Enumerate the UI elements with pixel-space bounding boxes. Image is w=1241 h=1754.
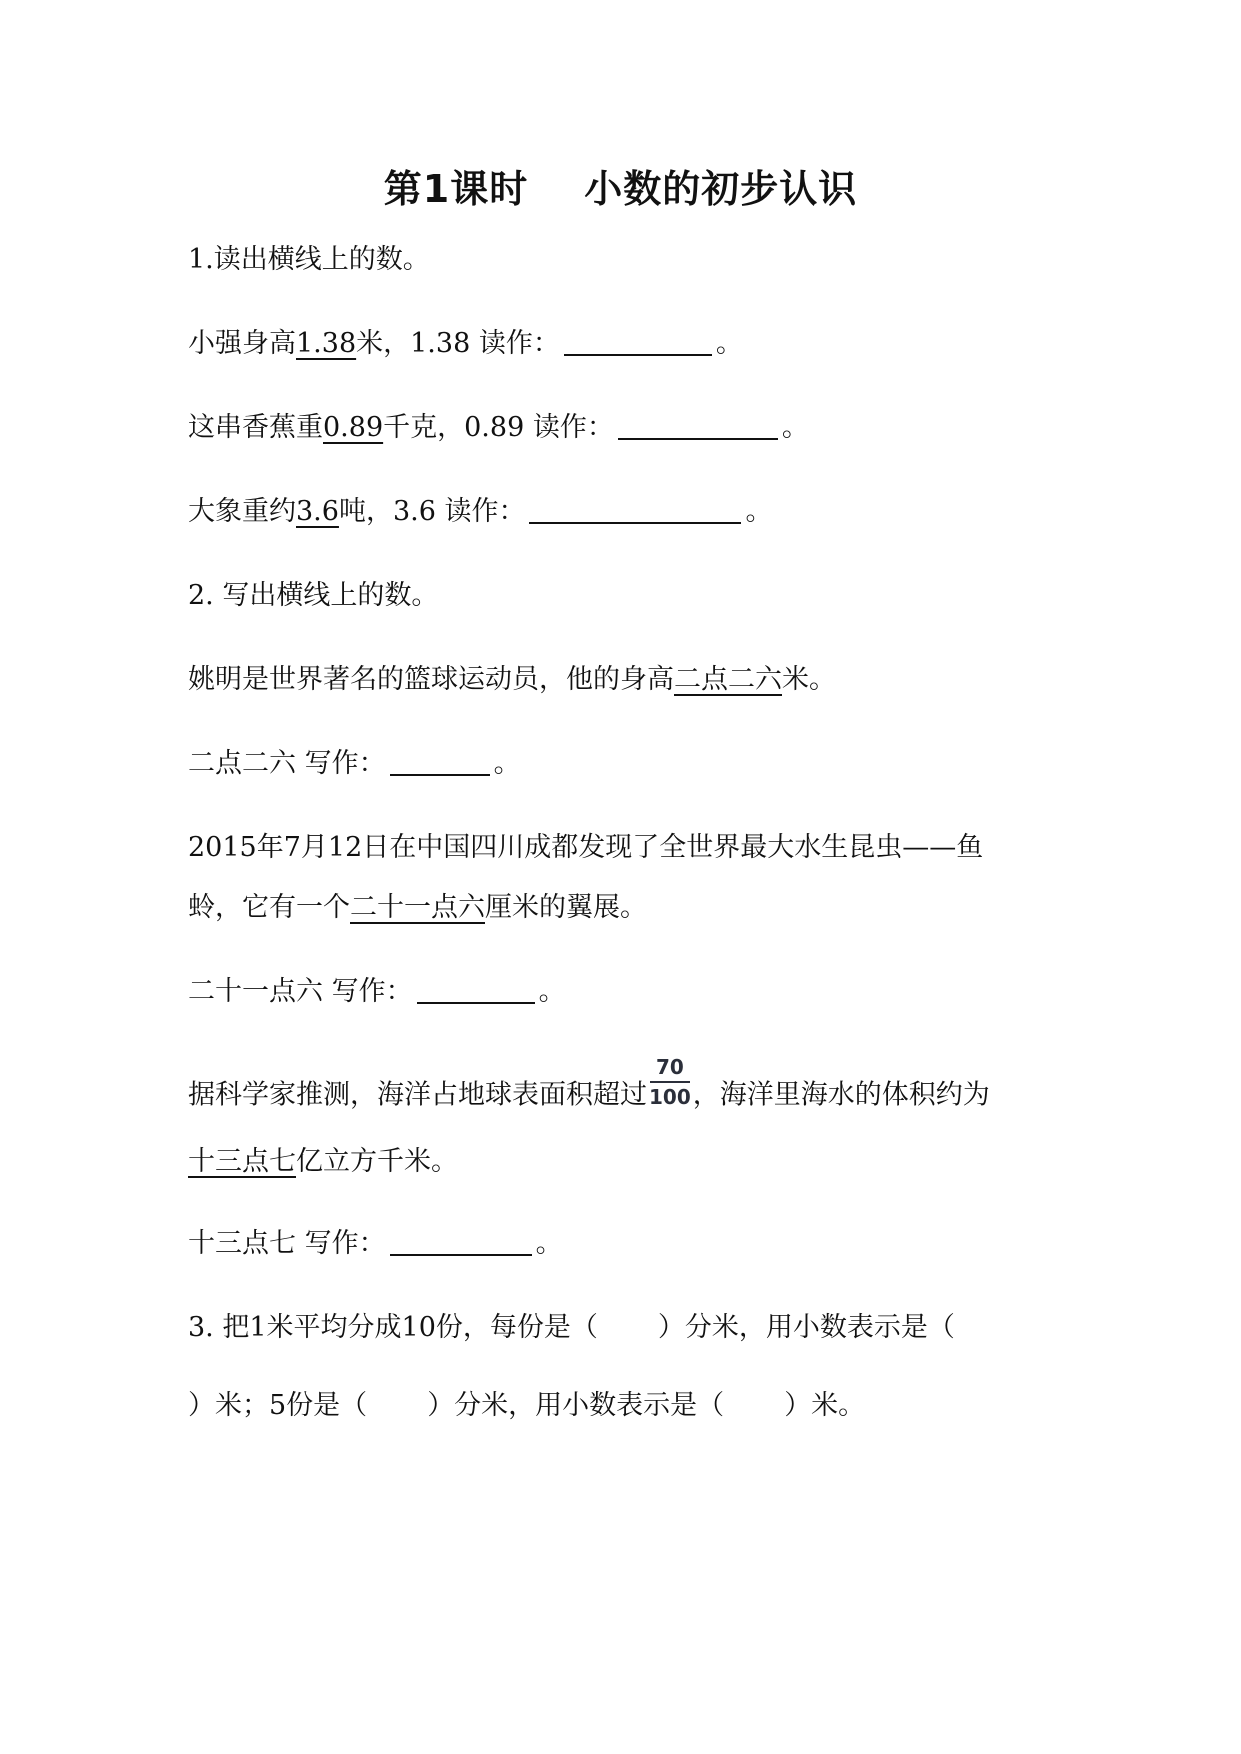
answer-blank[interactable] <box>529 494 741 524</box>
q1-heading: 1.读出横线上的数。 <box>188 244 430 275</box>
answer-blank[interactable] <box>564 326 712 356</box>
answer-blank[interactable] <box>390 746 490 776</box>
q2-yao-text: 姚明是世界著名的篮球运动员，他的身高二点二六米。 <box>188 664 836 695</box>
q1-line-height: 小强身高1.38米，1.38 读作： 。 <box>188 328 743 359</box>
underlined-number: 二十一点六 <box>350 892 485 923</box>
fraction-70-100: $\frac{70}{100}$ <box>649 1055 691 1109</box>
q2-ocean-line2: 十三点七亿立方千米。 <box>188 1146 458 1177</box>
q2-insect-line1: 2015年7月12日在中国四川成都发现了全世界最大水生昆虫——鱼 <box>188 832 984 863</box>
q2-heading: 2. 写出横线上的数。 <box>188 580 439 611</box>
q2-insect-line2: 蛉，它有一个二十一点六厘米的翼展。 <box>188 892 647 923</box>
q2-insect-write: 二十一点六 写作： 。 <box>188 976 566 1007</box>
underlined-number: 二点二六 <box>674 664 782 695</box>
underlined-number: 3.6 <box>296 496 339 527</box>
q1-line-elephant: 大象重约3.6吨，3.6 读作： 。 <box>188 496 773 527</box>
page-title <box>0 158 1241 213</box>
q1-line-banana: 这串香蕉重0.89千克，0.89 读作： 。 <box>188 412 809 443</box>
answer-blank[interactable] <box>390 1226 532 1256</box>
underlined-number: 1.38 <box>296 328 357 359</box>
q2-ocean-line1: 据科学家推测，海洋占地球表面积超过 $\frac{70}{100}$ ，海洋里海水的体积约为 <box>188 1055 990 1111</box>
underlined-number: 十三点七 <box>188 1146 296 1177</box>
lesson-number: 第1课时 <box>383 167 529 211</box>
q2-ocean-write: 十三点七 写作： 。 <box>188 1228 563 1259</box>
answer-blank[interactable] <box>618 410 778 440</box>
q2-yao-write: 二点二六 写作： 。 <box>188 748 521 779</box>
q3-line1: 3. 把1米平均分成10份，每份是（ ）分米，用小数表示是（ <box>188 1312 955 1343</box>
underlined-number: 0.89 <box>323 412 384 443</box>
q3-line2: ）米；5份是（ ）分米，用小数表示是（ ）米。 <box>188 1390 866 1421</box>
answer-blank[interactable] <box>417 974 535 1004</box>
lesson-topic: 小数的初步认识 <box>584 167 858 211</box>
